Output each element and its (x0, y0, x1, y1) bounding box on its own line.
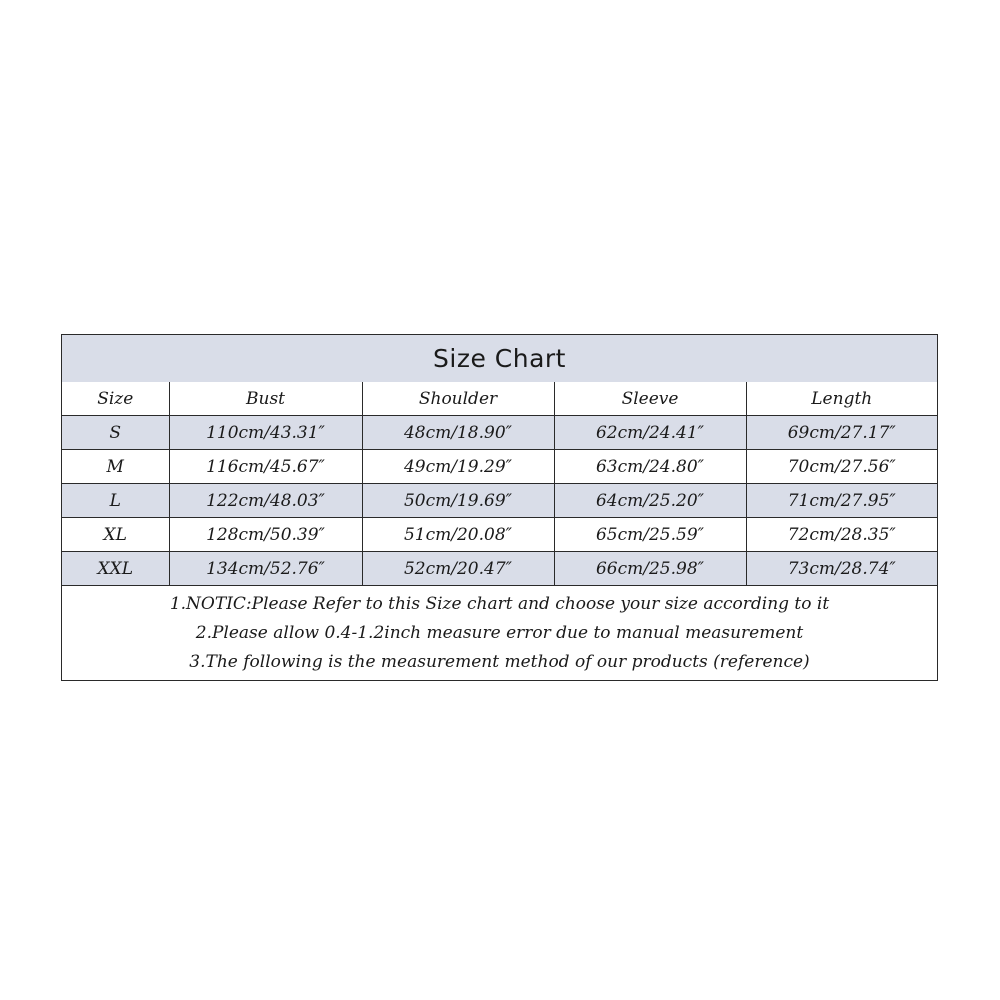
cell-size: S (62, 416, 169, 450)
header-sleeve: Sleeve (554, 382, 746, 416)
cell-shoulder: 49cm/19.29″ (362, 450, 554, 484)
cell-bust: 110cm/43.31″ (169, 416, 362, 450)
note-line: 1.NOTIC:Please Refer to this Size chart and choose your size according to it (169, 594, 830, 614)
note-line: 3.The following is the measurement method of our products (reference) (189, 652, 810, 672)
cell-bust: 128cm/50.39″ (169, 518, 362, 552)
cell-shoulder: 48cm/18.90″ (362, 416, 554, 450)
cell-size: XXL (62, 552, 169, 586)
cell-sleeve: 63cm/24.80″ (554, 450, 746, 484)
header-row (62, 382, 937, 416)
chart-title: Size Chart (433, 344, 566, 373)
title-band (62, 335, 937, 383)
cell-length: 71cm/27.95″ (746, 484, 937, 518)
header-length: Length (746, 382, 937, 416)
cell-shoulder: 50cm/19.69″ (362, 484, 554, 518)
cell-sleeve: 62cm/24.41″ (554, 416, 746, 450)
size-table (62, 382, 937, 586)
cell-sleeve: 66cm/25.98″ (554, 552, 746, 586)
cell-size: M (62, 450, 169, 484)
header-bust: Bust (169, 382, 362, 416)
cell-length: 73cm/28.74″ (746, 552, 937, 586)
cell-sleeve: 65cm/25.59″ (554, 518, 746, 552)
cell-shoulder: 51cm/20.08″ (362, 518, 554, 552)
table-row (62, 518, 937, 552)
cell-length: 72cm/28.35″ (746, 518, 937, 552)
notes-section (62, 587, 937, 680)
header-shoulder: Shoulder (362, 382, 554, 416)
cell-size: XL (62, 518, 169, 552)
cell-size: L (62, 484, 169, 518)
cell-bust: 134cm/52.76″ (169, 552, 362, 586)
cell-bust: 122cm/48.03″ (169, 484, 362, 518)
cell-sleeve: 64cm/25.20″ (554, 484, 746, 518)
cell-shoulder: 52cm/20.47″ (362, 552, 554, 586)
table-row (62, 450, 937, 484)
table-row (62, 416, 937, 450)
table-row (62, 484, 937, 518)
header-size: Size (62, 382, 169, 416)
note-line: 2.Please allow 0.4-1.2inch measure error due to manual measurement (195, 623, 804, 643)
cell-length: 70cm/27.56″ (746, 450, 937, 484)
size-chart (61, 334, 938, 681)
cell-length: 69cm/27.17″ (746, 416, 937, 450)
table-row (62, 552, 937, 586)
cell-bust: 116cm/45.67″ (169, 450, 362, 484)
